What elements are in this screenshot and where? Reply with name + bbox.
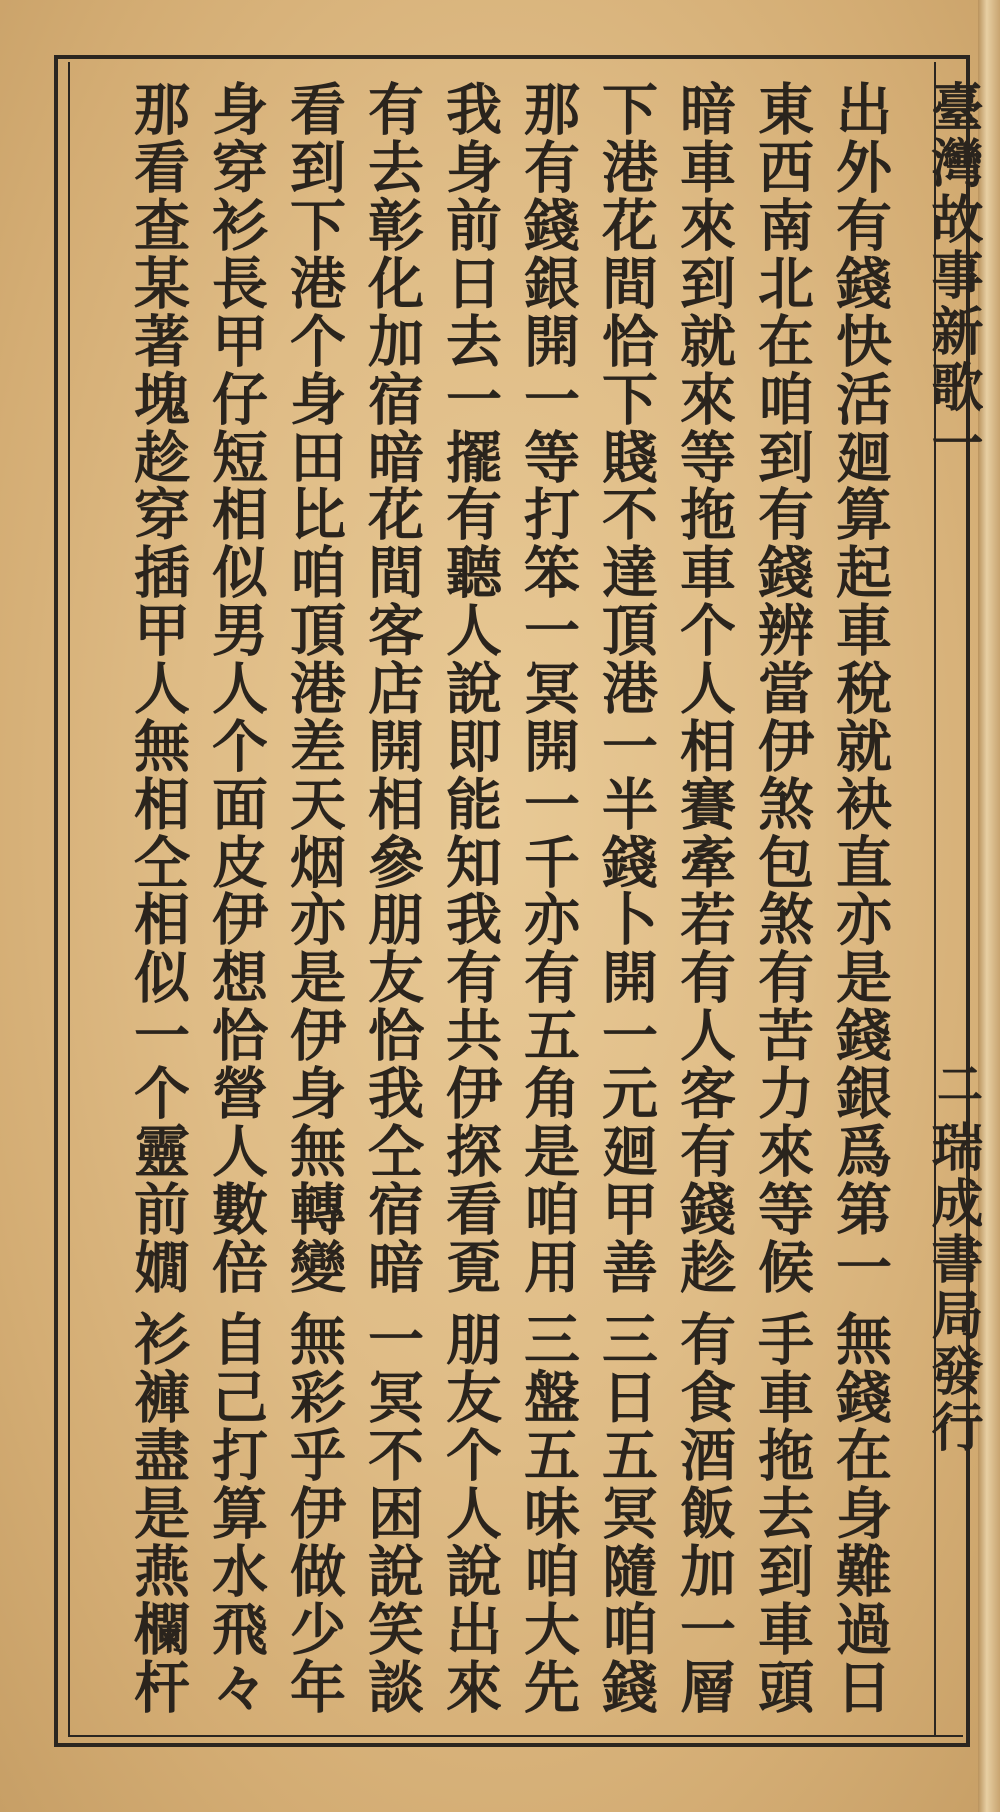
verse: 有去彰化加宿暗 (359, 80, 425, 486)
verse: 無錢在身難過日 (827, 1310, 893, 1716)
book-title: 臺灣故事新歌一 (922, 80, 983, 472)
poem-column-6 (430, 80, 510, 1730)
verse: 暗車來到就來等 (671, 80, 737, 486)
verse: 無彩乎伊做少年 (281, 1310, 347, 1716)
verse: 亦是錢銀爲第一 (827, 890, 893, 1296)
poem-column-3 (664, 80, 744, 1730)
verse: 打笨一冥開一千 (515, 485, 581, 891)
verse: 相似男人个面皮 (203, 485, 269, 891)
poem-column-8 (274, 80, 354, 1730)
verse: 身穿衫長甲仔短 (203, 80, 269, 486)
poem-column-1 (820, 80, 900, 1730)
verse: 有食酒飯加一層 (671, 1310, 737, 1716)
poem-column-9 (196, 80, 276, 1730)
verse: 穿插甲人無相仝 (125, 485, 191, 891)
verse: 亦是伊身無轉變 (281, 890, 347, 1296)
poem-column-10 (118, 80, 198, 1730)
verse: 看到下港个身田 (281, 80, 347, 486)
verse: 手車拖去到車頭 (749, 1310, 815, 1716)
poem-column-5 (508, 80, 588, 1730)
page-number: 二 (930, 1060, 984, 1110)
verse: 花間客店開相參 (359, 485, 425, 891)
verse: 相似一个靈前嫺 (125, 890, 191, 1296)
poem-column-2 (742, 80, 822, 1730)
verse: 若有人客有錢趁 (671, 890, 737, 1296)
verse: 下港花間恰下賤 (593, 80, 659, 486)
poem-column-4 (586, 80, 666, 1730)
verse: 比咱頂港差天烟 (281, 485, 347, 891)
verse: 煞有苦力來等候 (749, 890, 815, 1296)
verse: 卜開一元廻甲善 (593, 890, 659, 1296)
verse: 三日五冥隨咱錢 (593, 1310, 659, 1716)
verse: 東西南北在咱到 (749, 80, 815, 486)
verse: 那有錢銀開一等 (515, 80, 581, 486)
publisher: 瑞成書局發行 (922, 1120, 983, 1456)
verse: 算起車稅就袂直 (827, 485, 893, 891)
verse: 亦有五角是咱用 (515, 890, 581, 1296)
verse: 不達頂港一半錢 (593, 485, 659, 891)
verse: 出外有錢快活廻 (827, 80, 893, 486)
verse: 朋友恰我仝宿暗 (359, 890, 425, 1296)
verse: 衫褲盡是燕欄杆 (125, 1310, 191, 1716)
verse: 一冥不困說笑談 (359, 1310, 425, 1716)
poem-column-7 (352, 80, 432, 1730)
verse: 那看查某著塊趁 (125, 80, 191, 486)
verse: 伊想恰營人數倍 (203, 890, 269, 1296)
verse: 有聽人說即能知 (437, 485, 503, 891)
poem-text (110, 80, 900, 1730)
verse: 我身前日去一擺 (437, 80, 503, 486)
verse: 朋友个人說出來 (437, 1310, 503, 1716)
verse: 三盤五味咱大先 (515, 1310, 581, 1716)
verse: 自己打算水飛々 (203, 1310, 269, 1716)
verse: 我有共伊探看覔 (437, 890, 503, 1296)
verse: 有錢辨當伊煞包 (749, 485, 815, 891)
verse: 拖車个人相賽牽 (671, 485, 737, 891)
